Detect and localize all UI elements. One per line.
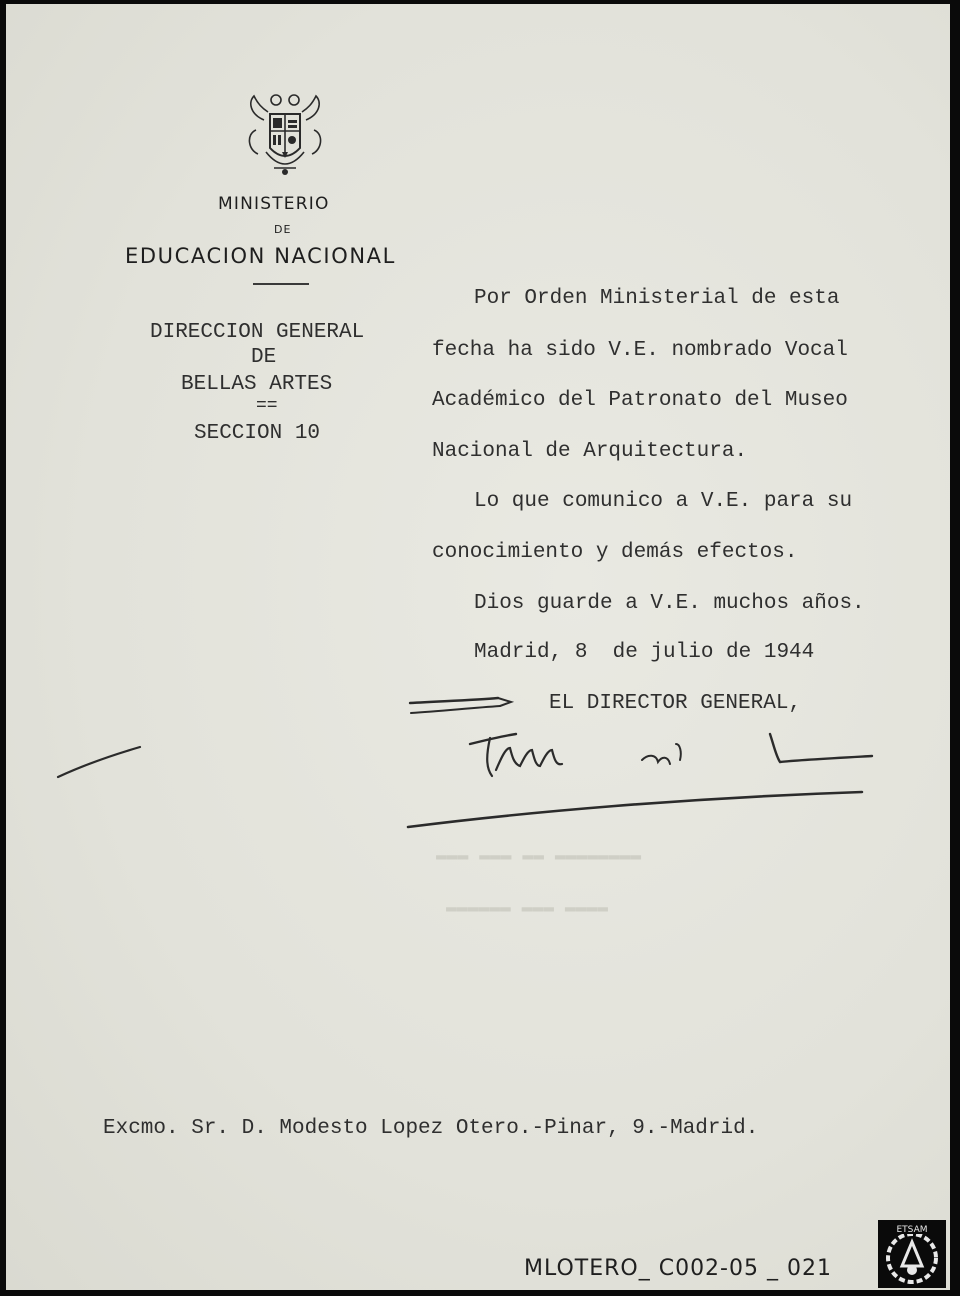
department-line3: BELLAS ARTES [181,373,333,396]
ministry-name-line3: EDUCACION NACIONAL [125,244,396,268]
body-line5: Lo que comunico a V.E. para su [474,490,853,513]
body-line2: fecha ha sido V.E. nombrado Vocal [432,339,848,362]
department-line5: SECCION 10 [194,422,321,445]
coat-of-arms-icon [244,90,326,180]
body-line3: Académico del Patronato del Museo [432,389,848,412]
body-line4: Nacional de Arquitectura. [432,440,748,463]
body-line6: conocimiento y demás efectos. [432,541,798,564]
department-line2: DE [251,346,277,369]
etsam-logo-icon [878,1220,946,1288]
recipient-address: Excmo. Sr. D. Modesto Lopez Otero.-Pinar, 9.-Madrid. [103,1117,759,1140]
signatory-title: EL DIRECTOR GENERAL, [549,692,802,715]
archive-code: MLOTERO_ C002-05 _ 021 [524,1256,832,1281]
stamp-label: ETSAM [896,1225,928,1235]
bleed-through-text: ▬▬▬ ▬▬▬ ▬▬ ▬▬▬▬▬▬▬▬ [436,846,642,866]
date-line: Madrid, 8 de julio de 1944 [474,641,815,664]
letterhead-divider [253,283,309,285]
body-line1: Por Orden Ministerial de esta [474,287,840,310]
bleed-through-text: ▬▬▬▬▬▬ ▬▬▬ ▬▬▬▬ [446,898,609,918]
body-line7: Dios guarde a V.E. muchos años. [474,592,865,615]
letter-sheet [6,4,950,1290]
signature-icon [46,684,886,834]
department-line1: DIRECCION GENERAL [150,321,365,344]
department-line4: == [256,396,278,416]
ministry-name-line1: MINISTERIO [218,194,330,214]
ministry-name-line2: DE [274,223,292,236]
